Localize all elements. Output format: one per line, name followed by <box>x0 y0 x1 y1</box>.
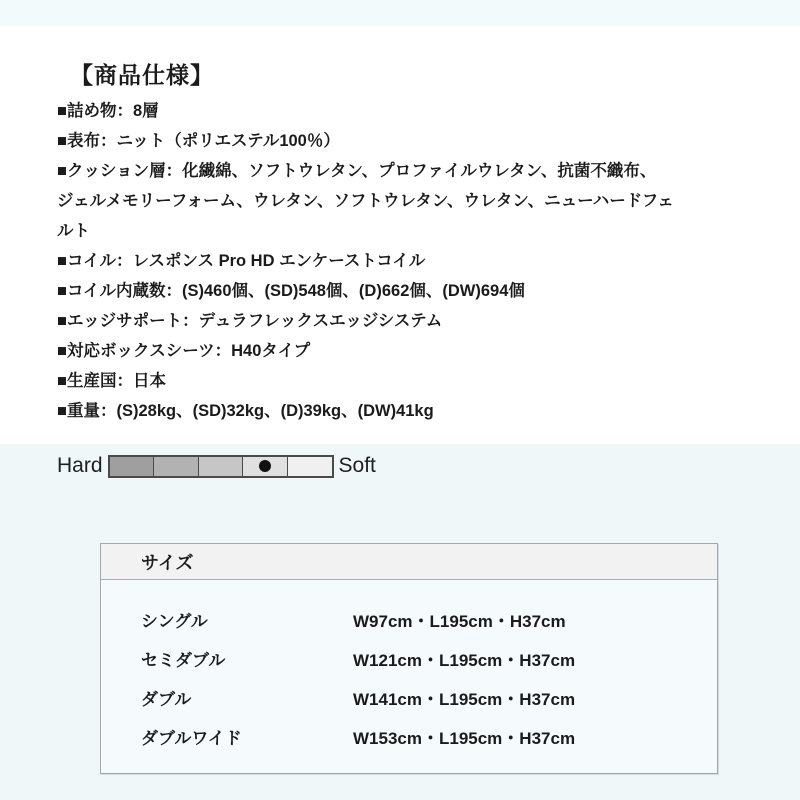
size-table <box>100 543 718 774</box>
spec-line-cushion-1: ■クッション層：化繊綿、ソフトウレタン、プロファイルウレタン、抗菌不織布、 <box>57 162 657 180</box>
size-name: シングル <box>141 612 208 631</box>
spec-line-cushion-2: ジェルメモリーフォーム、ウレタン、ソフトウレタン、ウレタン、ニューハードフェ <box>57 192 674 210</box>
spec-line-box-sheets: ■対応ボックスシーツ：H40タイプ <box>57 342 311 360</box>
product-spec-title: 【商品仕様】 <box>70 62 214 88</box>
table-row-double-wide <box>101 717 717 756</box>
firmness-bar <box>108 455 334 478</box>
firmness-soft-label: Soft <box>338 454 376 477</box>
size-dimensions: W153cm・L195cm・H37cm <box>353 729 576 748</box>
table-row-double <box>101 678 717 717</box>
firmness-segment-2 <box>154 457 199 476</box>
table-row-semi-double <box>101 639 717 678</box>
spec-line-country: ■生産国：日本 <box>57 372 166 390</box>
background-tint-top <box>0 0 800 26</box>
firmness-hard-label: Hard <box>57 454 103 477</box>
size-dimensions: W121cm・L195cm・H37cm <box>353 651 576 670</box>
spec-line-filling: ■詰め物：8層 <box>57 102 159 120</box>
firmness-segment-3 <box>199 457 244 476</box>
firmness-segment-5 <box>288 457 332 476</box>
size-table-body <box>101 580 717 756</box>
size-name: ダブル <box>141 690 192 709</box>
size-name: セミダブル <box>141 651 226 670</box>
spec-line-cover-fabric: ■表布：ニット（ポリエステル100％） <box>57 132 340 150</box>
spec-line-coil-count: ■コイル内蔵数：(S)460個、(SD)548個、(D)662個、(DW)694個 <box>57 282 525 300</box>
spec-line-weight: ■重量：(S)28kg、(SD)32kg、(D)39kg、(DW)41kg <box>57 402 434 420</box>
size-table-header-label: サイズ <box>141 552 194 573</box>
size-dimensions: W97cm・L195cm・H37cm <box>353 612 566 631</box>
spec-line-edge-support: ■エッジサポート：デュラフレックスエッジシステム <box>57 312 443 330</box>
product-spec-list <box>57 96 674 426</box>
firmness-segment-4 <box>243 457 288 476</box>
firmness-segment-1 <box>110 457 155 476</box>
size-name: ダブルワイド <box>141 729 242 748</box>
firmness-indicator-dot <box>259 460 271 472</box>
firmness-scale <box>57 454 376 478</box>
spec-line-cushion-3: ルト <box>57 222 90 240</box>
size-dimensions: W141cm・L195cm・H37cm <box>353 690 576 709</box>
size-table-header <box>101 544 717 580</box>
table-row-single <box>101 600 717 639</box>
spec-line-coil: ■コイル：レスポンス Pro HD エンケーストコイル <box>57 252 426 270</box>
